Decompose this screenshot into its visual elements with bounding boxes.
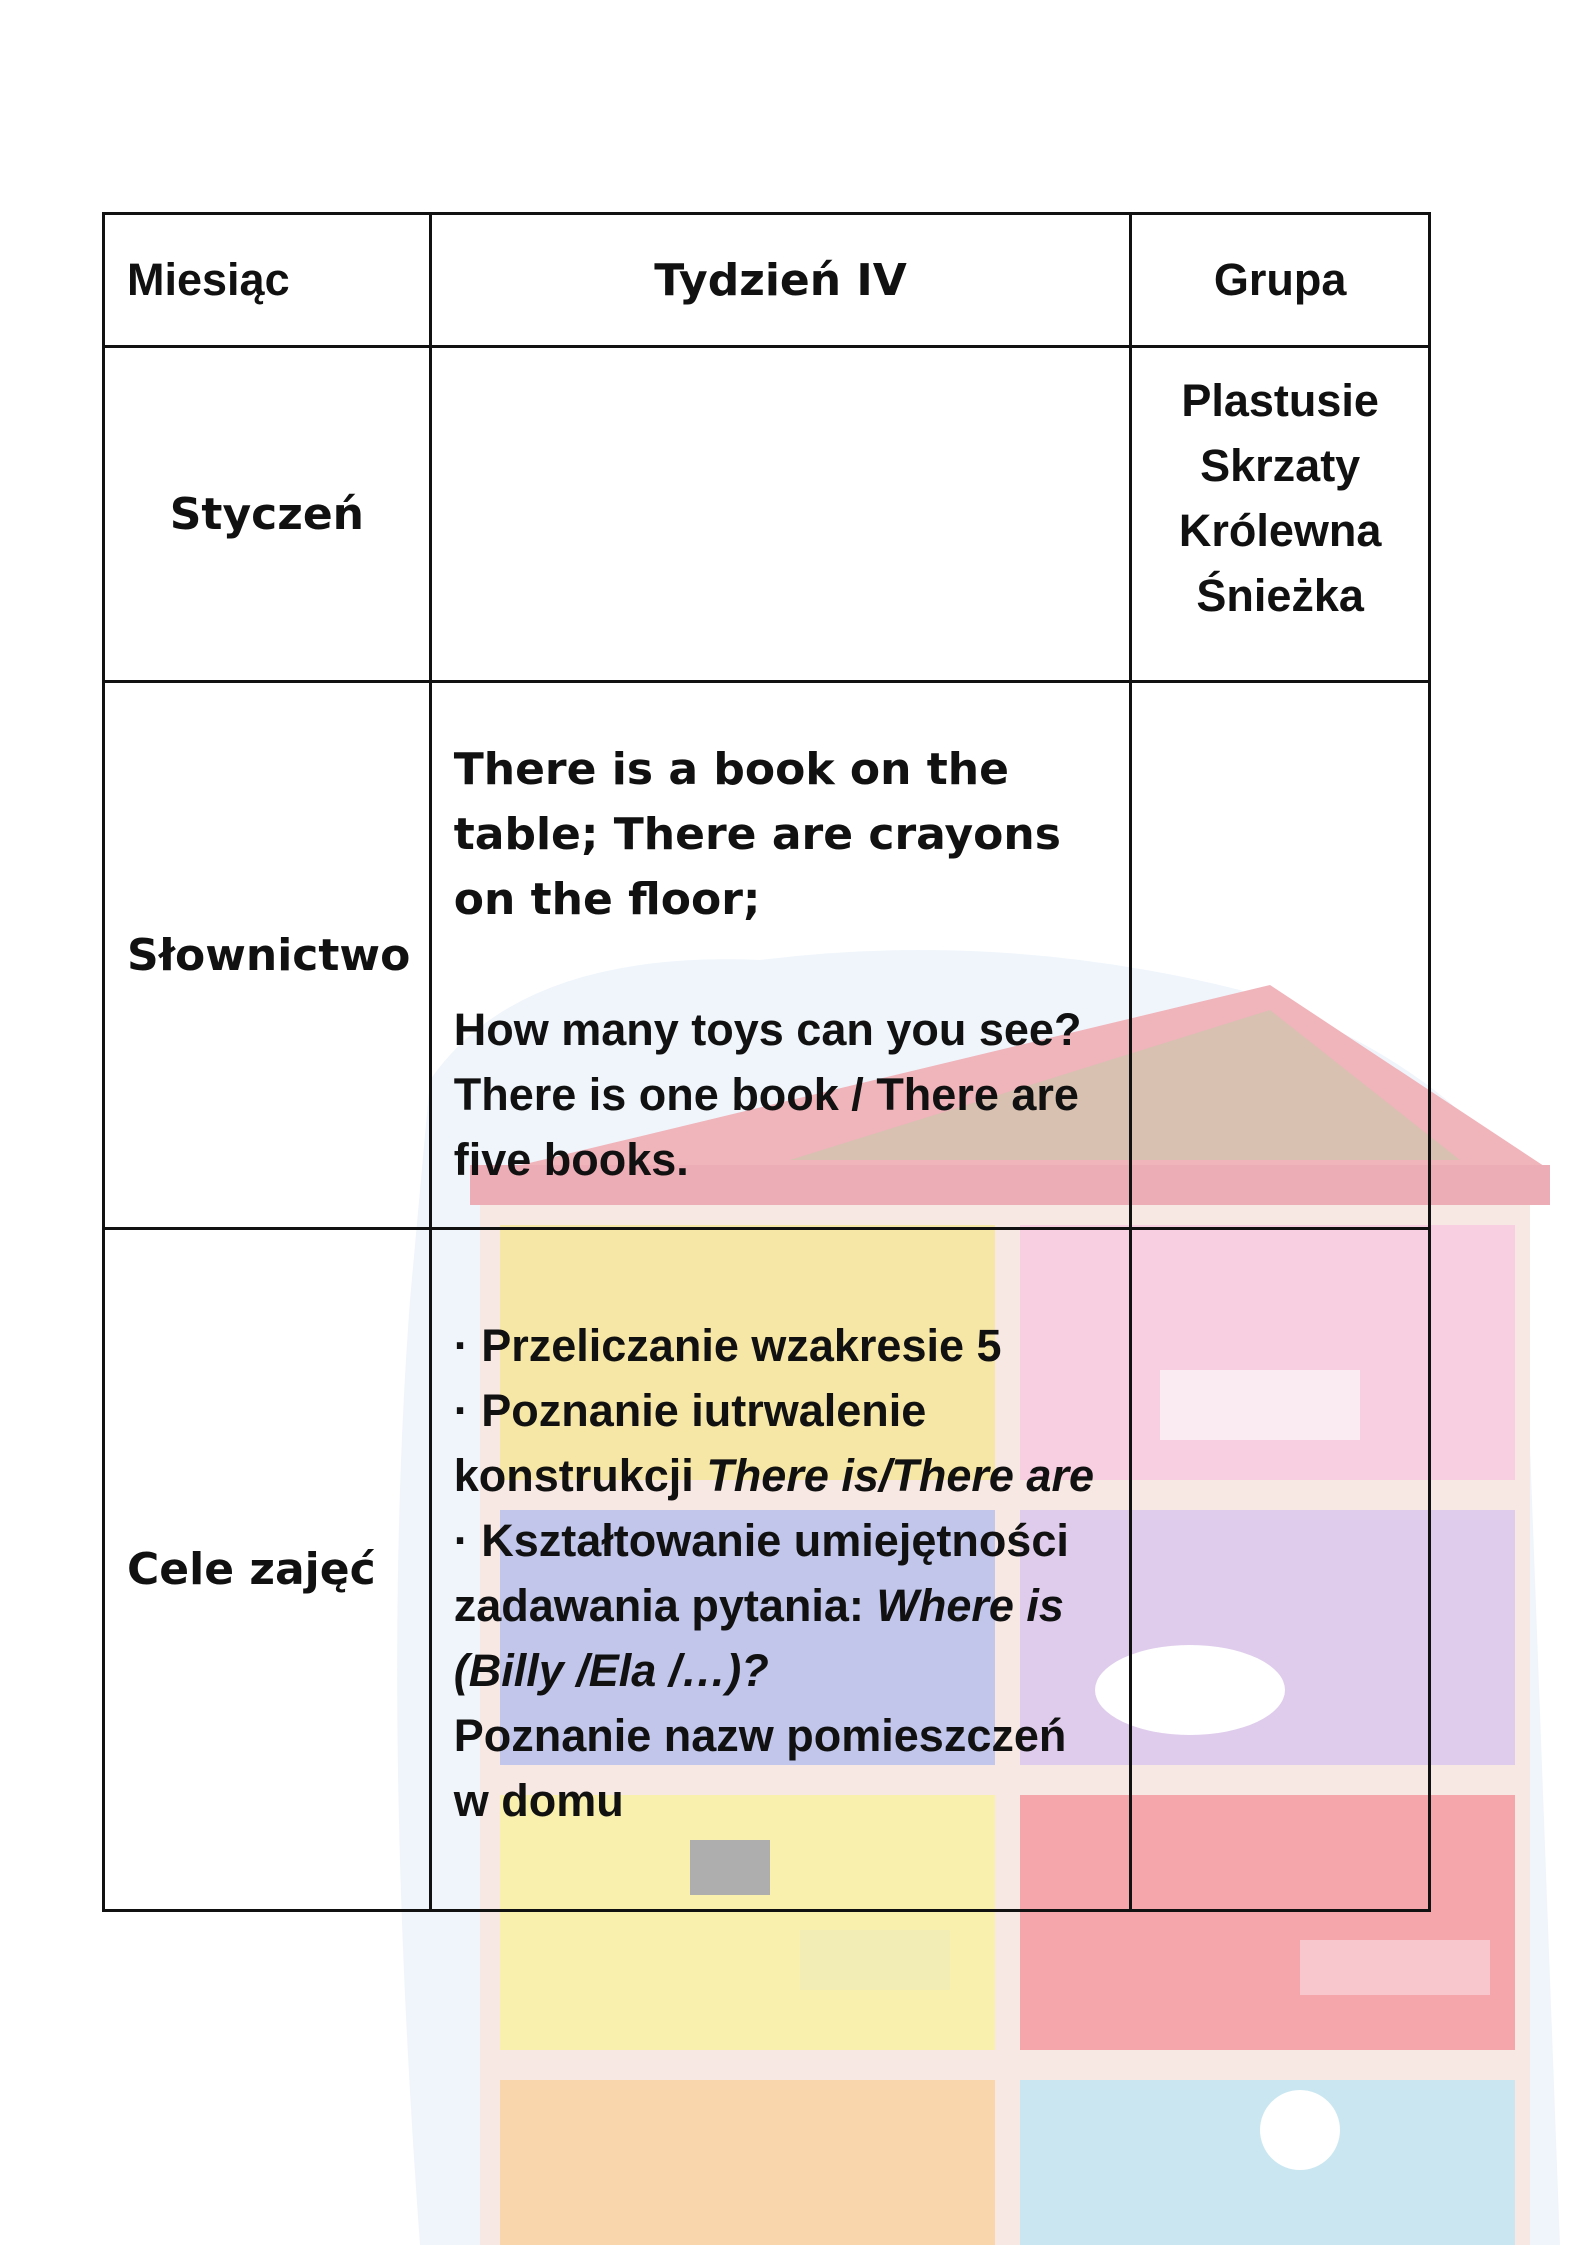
header-month: Miesiąc bbox=[104, 214, 431, 347]
goals-row bbox=[104, 1229, 1430, 1911]
goal-text: · Kształtowanie umiejętności zadawania pytania: bbox=[453, 1514, 1069, 1631]
goal-item: · Przeliczanie wzakresie 5 bbox=[453, 1319, 1002, 1371]
goal-example: There is/There are bbox=[706, 1449, 1094, 1501]
group-list bbox=[1131, 347, 1430, 682]
group-item: Śnieżka bbox=[1196, 570, 1364, 621]
week-empty-cell bbox=[430, 347, 1131, 682]
goals-empty-cell bbox=[1131, 1229, 1430, 1911]
sofa bbox=[800, 1930, 950, 1990]
vocab-sentence-2: How many toys can you see? There is one book / There are five books. bbox=[453, 1003, 1082, 1185]
vocab-row bbox=[104, 682, 1430, 1229]
goals-content bbox=[430, 1229, 1131, 1911]
couch-red bbox=[1300, 1940, 1490, 1995]
room-orange bbox=[500, 2080, 995, 2245]
goal-example: Where is (Billy /Ela /…)? bbox=[453, 1579, 1064, 1696]
goal-item: Poznanie nazw pomieszczeń w domu bbox=[453, 1709, 1067, 1826]
vocab-content bbox=[430, 682, 1131, 1229]
group-item: Plastusie bbox=[1181, 375, 1379, 426]
room-cyan bbox=[1020, 2080, 1515, 2245]
group-item: Królewna bbox=[1178, 505, 1382, 556]
vocab-label: Słownictwo bbox=[104, 682, 431, 1229]
goals-label: Cele zajęć bbox=[104, 1229, 431, 1911]
vocab-sentence-1: There is a book on the table; There are crayons on the floor; bbox=[453, 743, 1061, 925]
lesson-plan-table bbox=[102, 212, 1431, 1912]
month-row bbox=[104, 347, 1430, 682]
goal-item bbox=[454, 1378, 1112, 1508]
vocab-empty-cell bbox=[1131, 682, 1430, 1229]
goal-item bbox=[454, 1508, 1112, 1703]
goal-text: · Poznanie iutrwalenie konstrukcji bbox=[453, 1384, 927, 1501]
header-row bbox=[104, 214, 1430, 347]
group-item: Skrzaty bbox=[1200, 440, 1361, 491]
month-value: Styczeń bbox=[104, 347, 431, 682]
header-group: Grupa bbox=[1131, 214, 1430, 347]
header-week: Tydzień IV bbox=[430, 214, 1131, 347]
porthole bbox=[1260, 2090, 1340, 2170]
